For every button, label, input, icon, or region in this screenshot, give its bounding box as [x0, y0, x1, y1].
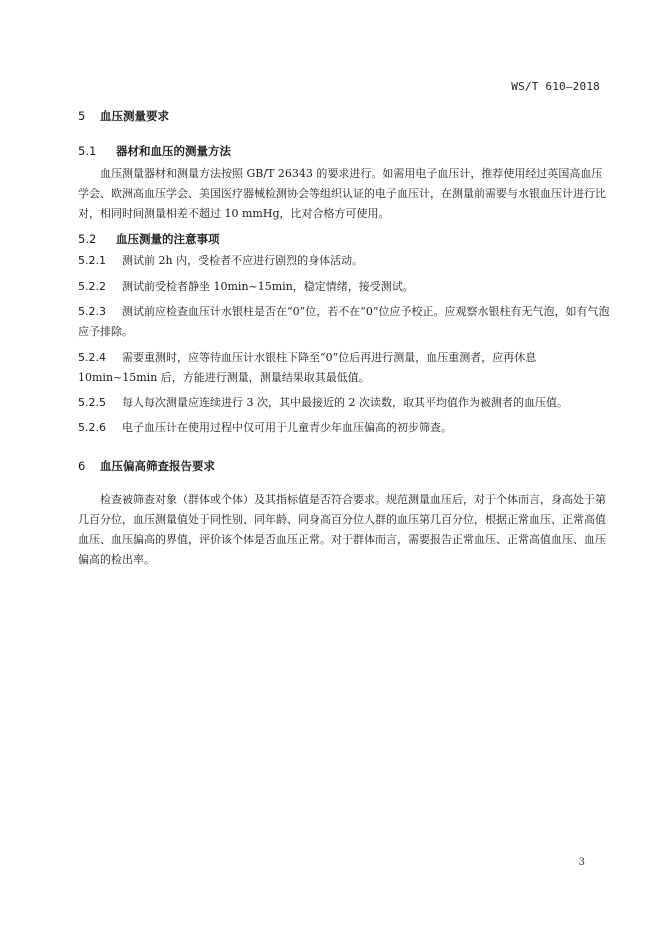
list-item — [78, 348, 610, 388]
section-5-1-heading — [78, 143, 231, 159]
section-5-1-paragraph: 血压测量器材和测量方法按照 GB/T 26343 的要求进行。如需用电子血压计，推荐使用经过英国高血压学会、欧洲高血压学会、美国医疗器械检测协会等组织认证的电子血压计，在测量前需要与水银血压计进行比对，相同时间测量相差不超过 10 mmHg，比对合格方可使用。 — [78, 167, 606, 220]
item-number: 5.2.6 — [78, 421, 106, 434]
section-number: 5.2 — [78, 232, 97, 246]
item-text: 需要重测时，应等待血压计水银柱下降至“0”位后再进行测量，血压重测者，应再休息 10min~15min 后，方能进行测量，测量结果取其最低值。 — [78, 351, 537, 384]
section-6-paragraph: 检查被筛查对象（群体或个体）及其指标值是否符合要求。规范测量血压后，对于个体而言，身高处于第几百分位，血压测量值处于同性别、同年龄、同身高百分位人群的血压第几百分位，根据正常血压、正常高值血压、血压偏高的界值，评价该个体是否血压正常。对于群体而言，需要报告正常血压、正常高值血压、血压偏高的检出率。 — [78, 493, 606, 566]
list-item — [78, 393, 610, 413]
item-text: 测试前应检查血压计水银柱是否在“0”位，若不在“0”位应予校正。应观察水银柱有无气泡，如有气泡应予排除。 — [78, 305, 610, 338]
section-6-heading — [78, 458, 215, 474]
section-title: 血压测量的注意事项 — [116, 232, 220, 246]
item-text: 测试前 2h 内，受检者不应进行剧烈的身体活动。 — [122, 254, 364, 267]
section-5-2-heading — [78, 231, 220, 247]
section-title: 血压测量要求 — [100, 109, 169, 123]
item-number: 5.2.3 — [78, 305, 106, 318]
section-title: 器材和血压的测量方法 — [116, 144, 231, 158]
item-number: 5.2.1 — [78, 254, 106, 267]
section-title: 血压偏高筛查报告要求 — [100, 459, 215, 473]
item-number: 5.2.5 — [78, 396, 106, 409]
list-item — [78, 251, 610, 271]
section-number: 5 — [78, 109, 86, 123]
list-item — [78, 418, 610, 438]
list-item — [78, 302, 610, 342]
document-id-header: WS/T 610—2018 — [511, 80, 600, 93]
item-text: 电子血压计在使用过程中仅可用于儿童青少年血压偏高的初步筛查。 — [122, 421, 452, 434]
item-number: 5.2.2 — [78, 280, 106, 293]
list-item — [78, 277, 610, 297]
item-number: 5.2.4 — [78, 351, 106, 364]
item-text: 每人每次测量应连续进行 3 次，其中最接近的 2 次读数，取其平均值作为被测者的血压值。 — [122, 396, 568, 409]
section-number: 6 — [78, 459, 86, 473]
page-number: 3 — [578, 857, 585, 868]
item-text: 测试前受检者静坐 10min~15min，稳定情绪，接受测试。 — [122, 280, 414, 293]
section-5-heading — [78, 108, 169, 124]
section-number: 5.1 — [78, 144, 97, 158]
